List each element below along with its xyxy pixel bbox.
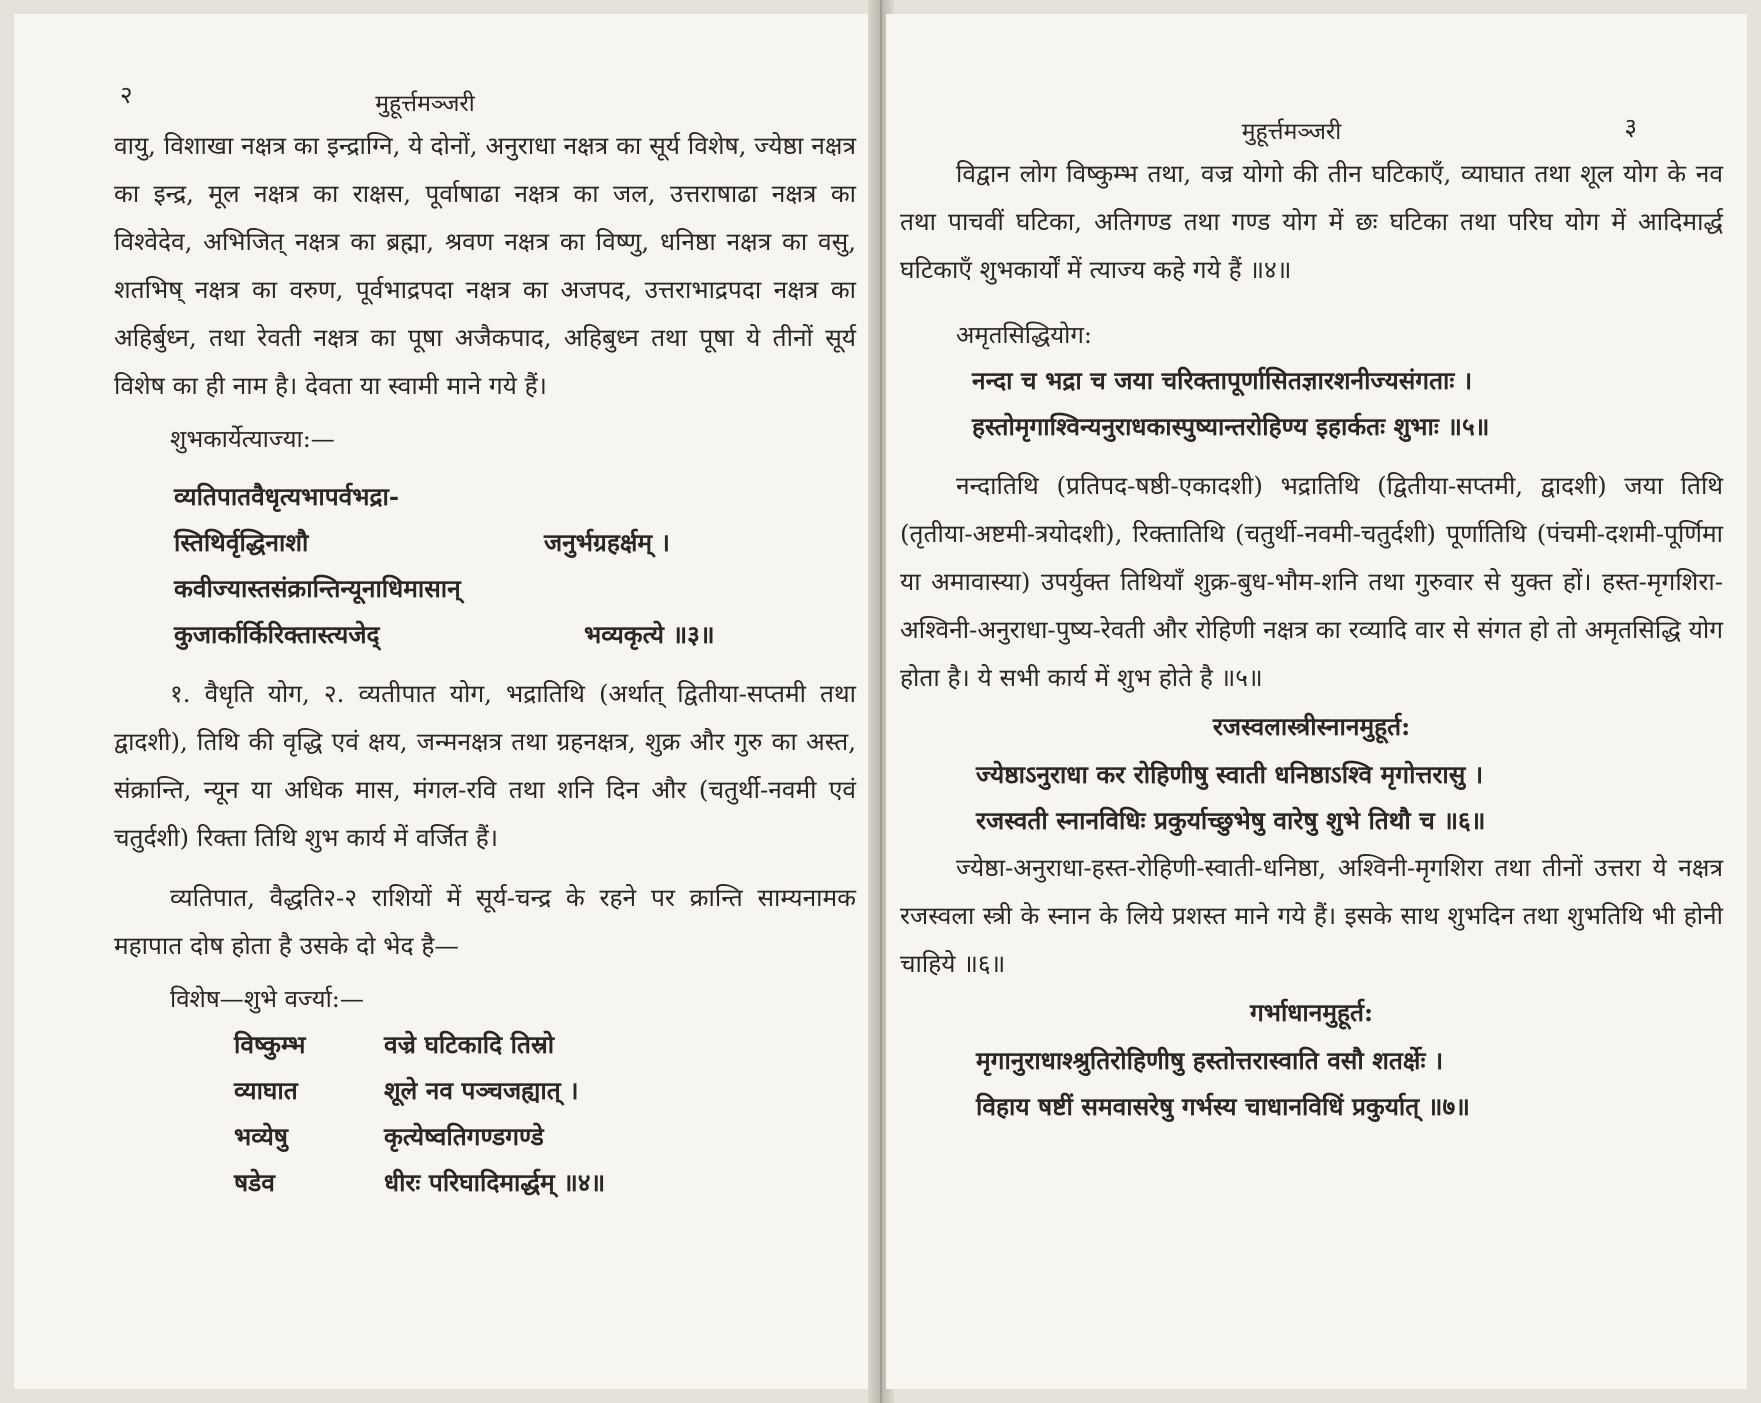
verse-line: ज्येष्ठाऽनुराधा कर रोहिणीषु स्वाती धनिष्ठाऽश्वि मृगोत्तरासु । xyxy=(976,760,1484,789)
verse-line: व्याघात शूले नव पञ्चजह्यात् । xyxy=(234,1076,579,1105)
verse-line: मृगानुराधाश्श्रुतिरोहिणीषु हस्तोत्तरास्वाति वसौ शतर्क्षेः । xyxy=(976,1046,1444,1075)
verse-6 xyxy=(900,752,1723,844)
running-head: मुहूर्त्तमञ्जरी xyxy=(1241,119,1342,145)
verse-7 xyxy=(900,1038,1723,1130)
section-heading: गर्भाधानमुहूर्त: xyxy=(1249,998,1374,1027)
verse-3 xyxy=(114,474,856,658)
section-heading: विशेष—शुभे वर्ज्या:— xyxy=(170,985,364,1013)
section-heading: शुभकार्येत्याज्या:— xyxy=(170,425,335,453)
verse-4 xyxy=(114,1022,856,1206)
section-heading: अमृतसिद्धियोग: xyxy=(956,321,1092,349)
verse-line: नन्दा च भद्रा च जया चरिक्तापूर्णासितज्ञारशनीज्यसंगताः । xyxy=(972,366,1473,395)
verse-line: रजस्वती स्नानविधिः प्रकुर्याच्छुभेषु वारेषु शुभे तिथौ च ॥६॥ xyxy=(976,806,1486,835)
verse-line: कुजार्कार्किरिक्तास्त्यजेद् भव्यकृत्ये ॥३॥ xyxy=(174,620,715,649)
verse-line: विष्कुम्भ वज्रे घटिकादि तिस्रो xyxy=(234,1030,555,1059)
section-heading: रजस्वलास्त्रीस्नानमुहूर्त: xyxy=(1212,712,1411,741)
verse-line: कवीज्यास्तसंक्रान्तिन्यूनाधिमासान् xyxy=(174,574,461,603)
verse-line: स्तिथिर्वृद्धिनाशौ जनुर्भग्रहर्क्षम् । xyxy=(174,528,670,557)
verse-line: हस्तोमृगाश्विन्यनुराधकास्पुष्यान्तरोहिण्य इहार्कतः शुभाः ॥५॥ xyxy=(972,412,1490,441)
page-number: ३ xyxy=(1624,113,1637,141)
running-head: मुहूर्त्तमञ्जरी xyxy=(375,91,475,117)
right-page xyxy=(886,14,1747,1389)
verse-line: भव्येषु कृत्येष्वतिगण्डगण्डे xyxy=(234,1122,544,1151)
verse-line: विहाय षष्टीं समवासरेषु गर्भस्य चाधानविधिं प्रकुर्यात् ॥७॥ xyxy=(976,1092,1470,1121)
verse-5 xyxy=(900,358,1723,450)
paragraph: वायु, विशाखा नक्षत्र का इन्द्राग्नि, ये दोनों, अनुराधा नक्षत्र का सूर्य विशेष, ज्येष्ठा नक्षत्र का इन्द्र, मूल नक्षत्र का राक्षस, पूर्वाषाढा नक्षत्र का जल, उत्तराषाढा नक्षत्र का विश्वेदेव, अभिजित् नक्षत्र का ब्रह्मा, श्रवण नक्षत्र का विष्णु, धनिष्ठा नक्षत्र का वसु, शतभिष् नक्षत्र का वरुण, पूर्वभाद्रपदा नक्षत्र का अजपद, उत्तराभाद्रपदा नक्षत्र का अहिर्बुध्न, तथा रेवती नक्षत्र का पूषा अजैकपाद, अहिबुध्न तथा पूषा ये तीनों सूर्य विशेष का ही नाम है। देवता या स्वामी माने गये हैं। xyxy=(114,131,856,400)
paragraph: ज्येष्ठा-अनुराधा-हस्त-रोहिणी-स्वाती-धनिष्ठा, अश्विनी-मृगशिरा तथा तीनों उत्तरा ये नक्षत्र रजस्वला स्त्री के स्नान के लिये प्रशस्त माने गये हैं। इसके साथ शुभदिन तथा शुभतिथि भी होनी चाहिये ॥६॥ xyxy=(900,853,1723,978)
verse-line: षडेव धीरः परिघादिमार्द्धम् ॥४॥ xyxy=(234,1168,606,1197)
paragraph: विद्वान लोग विष्कुम्भ तथा, वज्र योगो की तीन घटिकाएँ, व्याघात तथा शूल योग के नव तथा पाचवीं घटिका, अतिगण्ड तथा गण्ड योग में छः घटिका तथा परिघ योग में आदिमार्द्ध घटिकाएँ शुभकार्यों में त्याज्य कहे गये हैं ॥४॥ xyxy=(900,159,1723,284)
page-number: २ xyxy=(120,81,133,109)
paragraph: व्यतिपात, वैद्धति२-२ राशियों में सूर्य-चन्द्र के रहने पर क्रान्ति साम्यनामक महापात दोष होता है उसके दो भेद है— xyxy=(114,883,856,960)
verse-line: व्यतिपातवैधृत्यभापर्वभद्रा- xyxy=(174,482,399,511)
paragraph: १. वैधृति योग, २. व्यतीपात योग, भद्रातिथि (अर्थात् द्वितीया-सप्तमी तथा द्वादशी), तिथि की वृद्धि एवं क्षय, जन्मनक्षत्र तथा ग्रहनक्षत्र, शुक्र और गुरु का अस्त, संक्रान्ति, न्यून या अधिक मास, मंगल-रवि तथा शनि दिन और (चतुर्थी-नवमी एवं चतुर्दशी) रिक्ता तिथि शुभ कार्य में वर्जित हैं। xyxy=(114,679,856,852)
paragraph: नन्दातिथि (प्रतिपद-षष्ठी-एकादशी) भद्रातिथि (द्वितीया-सप्तमी, द्वादशी) जया तिथि (तृतीया-अष्टमी-त्रयोदशी), रिक्तातिथि (चतुर्थी-नवमी-चतुर्दशी) पूर्णातिथि (पंचमी-दशमी-पूर्णिमा या अमावास्या) उपर्युक्त तिथियाँ शुक्र-बुध-भौम-शनि तथा गुरुवार से युक्त हों। हस्त-मृगशिरा-अश्विनी-अनुराधा-पुष्य-रेवती और रोहिणी नक्षत्र का रव्यादि वार से संगत हो तो अमृतसिद्धि योग होता है। ये सभी कार्य में शुभ होते है ॥५॥ xyxy=(900,471,1723,692)
left-page xyxy=(14,14,876,1389)
